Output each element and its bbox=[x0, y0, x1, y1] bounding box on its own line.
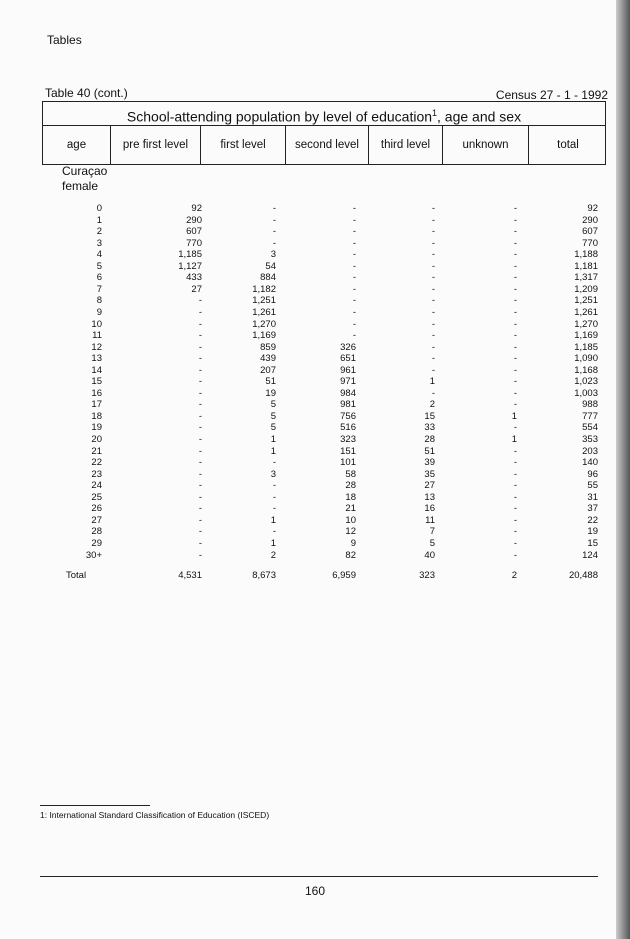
cell-unknown: - bbox=[513, 214, 517, 226]
cell-age: 22 bbox=[91, 457, 102, 469]
cell-unknown: - bbox=[513, 491, 517, 503]
cell-first-level: 5 bbox=[270, 410, 276, 422]
cell-total: 96 bbox=[587, 468, 598, 480]
cell-pre-first-level: - bbox=[198, 353, 202, 365]
cell-first-level: - bbox=[272, 203, 276, 214]
cell-second-level: 12 bbox=[345, 526, 356, 538]
column-header-total: total bbox=[557, 139, 579, 151]
cell-pre-first-level: 92 bbox=[191, 203, 202, 214]
cell-first-level: - bbox=[272, 491, 276, 503]
cell-first-level: 1,182 bbox=[252, 283, 276, 295]
cell-total: 290 bbox=[582, 214, 598, 226]
cell-second-level: - bbox=[352, 237, 356, 249]
cell-age: 6 bbox=[96, 272, 102, 284]
cell-unknown: - bbox=[513, 537, 517, 549]
cell-first-level: 859 bbox=[260, 341, 276, 353]
cell-total: 554 bbox=[582, 422, 598, 434]
cell-total: 1,090 bbox=[574, 353, 598, 365]
cell-first-level: 19 bbox=[265, 387, 276, 399]
cell-first-level: - bbox=[272, 480, 276, 492]
cell-second-level: 516 bbox=[340, 422, 356, 434]
cell-age: 23 bbox=[91, 468, 102, 480]
cell-first-level: - bbox=[272, 214, 276, 226]
cell-second-level: - bbox=[352, 260, 356, 272]
cell-first-level: 54 bbox=[265, 260, 276, 272]
cell-unknown: - bbox=[513, 480, 517, 492]
cell-third-level: - bbox=[431, 330, 435, 342]
cell-third-level: - bbox=[431, 318, 435, 330]
cell-third-level: - bbox=[431, 364, 435, 376]
cell-pre-first-level: 27 bbox=[191, 283, 202, 295]
cell-second-level: - bbox=[352, 330, 356, 342]
cell-total: 55 bbox=[587, 480, 598, 492]
cell-total: 1,169 bbox=[574, 330, 598, 342]
cell-age: 30+ bbox=[85, 549, 102, 561]
cell-unknown: - bbox=[513, 341, 517, 353]
cell-total: 37 bbox=[587, 503, 598, 515]
cell-total: 1,168 bbox=[574, 364, 598, 376]
cell-second-level: - bbox=[352, 295, 356, 307]
cell-total: 1,003 bbox=[574, 387, 598, 399]
cell-total: 770 bbox=[582, 237, 598, 249]
cell-unknown: - bbox=[513, 295, 517, 307]
cell-second-level: 984 bbox=[340, 387, 356, 399]
cell-unknown: - bbox=[513, 226, 517, 238]
cell-second-level: 151 bbox=[340, 445, 356, 457]
cell-pre-first-level: - bbox=[198, 445, 202, 457]
cell-age: 29 bbox=[91, 537, 102, 549]
cell-age: 12 bbox=[91, 341, 102, 353]
cell-total: 31 bbox=[587, 491, 598, 503]
cell-age: 17 bbox=[91, 399, 102, 411]
cell-third-level: - bbox=[431, 260, 435, 272]
cell-third-level: - bbox=[431, 387, 435, 399]
cell-total: 353 bbox=[582, 434, 598, 445]
cell-first-level: 207 bbox=[260, 364, 276, 376]
cell-second-level: 10 bbox=[345, 514, 356, 526]
cell-second-level: - bbox=[352, 272, 356, 284]
cell-total: 203 bbox=[582, 445, 598, 457]
cell-total: 1,185 bbox=[574, 341, 598, 353]
cell-pre-first-level: - bbox=[198, 480, 202, 492]
cell-pre-first-level: - bbox=[198, 376, 202, 388]
cell-age: 27 bbox=[91, 514, 102, 526]
cell-unknown: - bbox=[513, 283, 517, 295]
cell-third-level: 40 bbox=[424, 549, 435, 561]
title-text: School-attending population by level of education bbox=[126, 108, 433, 125]
total-cell-first-level: 8,673 bbox=[252, 570, 276, 581]
region-label bbox=[62, 164, 107, 194]
cell-total: 92 bbox=[587, 203, 598, 214]
cell-age: 20 bbox=[91, 434, 102, 445]
cell-unknown: - bbox=[513, 260, 517, 272]
cell-third-level: 27 bbox=[424, 480, 435, 492]
cell-third-level: - bbox=[431, 283, 435, 295]
cell-third-level: 2 bbox=[429, 399, 435, 411]
cell-total: 19 bbox=[587, 526, 598, 538]
cell-unknown: - bbox=[513, 249, 517, 261]
column-header-third-level: third level bbox=[369, 125, 443, 165]
column-header-first-level: first level bbox=[201, 125, 286, 165]
cell-first-level: 1 bbox=[270, 537, 276, 549]
census-date: Census 27 - 1 - 1992 bbox=[495, 88, 608, 102]
cell-total: 1,270 bbox=[574, 318, 598, 330]
cell-second-level: 651 bbox=[340, 353, 356, 365]
cell-total: 140 bbox=[582, 457, 598, 469]
cell-pre-first-level: - bbox=[198, 503, 202, 515]
cell-total: 1,023 bbox=[574, 376, 598, 388]
table-number: Table 40 (cont.) bbox=[45, 86, 128, 100]
cell-third-level: 33 bbox=[424, 422, 435, 434]
cell-second-level: 21 bbox=[345, 503, 356, 515]
cell-third-level: - bbox=[431, 272, 435, 284]
cell-age: 25 bbox=[91, 491, 102, 503]
cell-age: 21 bbox=[91, 445, 102, 457]
cell-second-level: 9 bbox=[350, 537, 356, 549]
total-cell-age: Total bbox=[66, 570, 87, 581]
column-header-pre-first-level: pre first level bbox=[111, 125, 201, 165]
sex-label: female bbox=[62, 179, 99, 193]
cell-unknown: - bbox=[513, 445, 517, 457]
page-number: 160 bbox=[305, 884, 326, 898]
cell-age: 19 bbox=[91, 422, 102, 434]
column-header-second-level: second level bbox=[286, 125, 369, 165]
cell-total: 1,209 bbox=[574, 283, 598, 295]
cell-total: 1,317 bbox=[574, 272, 598, 284]
cell-total: 607 bbox=[582, 226, 598, 238]
page-edge-shadow bbox=[616, 0, 630, 939]
cell-total: 124 bbox=[582, 549, 598, 561]
cell-third-level: - bbox=[431, 295, 435, 307]
cell-pre-first-level: - bbox=[198, 457, 202, 469]
cell-unknown: 1 bbox=[511, 434, 517, 445]
cell-third-level: - bbox=[431, 249, 435, 261]
cell-pre-first-level: - bbox=[198, 318, 202, 330]
cell-first-level: 1,270 bbox=[252, 318, 276, 330]
cell-second-level: 756 bbox=[340, 410, 356, 422]
cell-second-level: 323 bbox=[340, 434, 356, 445]
running-head: Tables bbox=[47, 33, 82, 47]
cell-first-level: 1 bbox=[270, 445, 276, 457]
cell-third-level: - bbox=[431, 306, 435, 318]
cell-pre-first-level: - bbox=[198, 364, 202, 376]
cell-total: 22 bbox=[587, 514, 598, 526]
cell-unknown: - bbox=[513, 376, 517, 388]
cell-age: 28 bbox=[91, 526, 102, 538]
cell-age: 18 bbox=[91, 410, 102, 422]
cell-pre-first-level: 770 bbox=[186, 237, 202, 249]
title-footnote-mark: 1 bbox=[432, 108, 438, 118]
cell-age: 9 bbox=[96, 306, 102, 318]
cell-first-level: 3 bbox=[270, 249, 276, 261]
cell-unknown: - bbox=[513, 318, 517, 330]
cell-second-level: 18 bbox=[345, 491, 356, 503]
cell-pre-first-level: - bbox=[198, 468, 202, 480]
total-cell-pre-first-level: 4,531 bbox=[178, 570, 202, 581]
footnote-rule bbox=[40, 805, 150, 806]
cell-third-level: 11 bbox=[425, 514, 435, 526]
cell-second-level: - bbox=[352, 249, 356, 261]
cell-first-level: 884 bbox=[260, 272, 276, 284]
cell-pre-first-level: - bbox=[198, 526, 202, 538]
cell-total: 1,181 bbox=[574, 260, 598, 272]
cell-third-level: 35 bbox=[424, 468, 435, 480]
cell-age: 5 bbox=[96, 260, 102, 272]
cell-second-level: - bbox=[352, 226, 356, 238]
cell-first-level: 3 bbox=[270, 468, 276, 480]
cell-third-level: - bbox=[431, 226, 435, 238]
cell-third-level: 16 bbox=[424, 503, 435, 515]
cell-first-level: 1,251 bbox=[252, 295, 276, 307]
cell-unknown: - bbox=[513, 549, 517, 561]
cell-second-level: 326 bbox=[340, 341, 356, 353]
cell-first-level: - bbox=[272, 457, 276, 469]
cell-third-level: 51 bbox=[424, 445, 435, 457]
table-header-box bbox=[42, 101, 606, 165]
cell-total: 1,251 bbox=[574, 295, 598, 307]
cell-unknown: - bbox=[513, 457, 517, 469]
total-cell-total: 20,488 bbox=[568, 570, 598, 581]
cell-pre-first-level: - bbox=[198, 491, 202, 503]
table-title bbox=[43, 102, 605, 126]
cell-first-level: - bbox=[272, 237, 276, 249]
cell-pre-first-level: - bbox=[198, 549, 202, 561]
cell-unknown: - bbox=[513, 526, 517, 538]
cell-age: 8 bbox=[96, 295, 102, 307]
cell-pre-first-level: 1,127 bbox=[178, 260, 202, 272]
cell-total: 777 bbox=[582, 410, 598, 422]
cell-pre-first-level: - bbox=[198, 514, 202, 526]
cell-third-level: - bbox=[431, 214, 435, 226]
cell-age: 4 bbox=[96, 249, 102, 261]
cell-first-level: 1 bbox=[270, 514, 276, 526]
cell-age: 24 bbox=[91, 480, 102, 492]
cell-second-level: 28 bbox=[345, 480, 356, 492]
cell-unknown: - bbox=[513, 306, 517, 318]
cell-second-level: 101 bbox=[340, 457, 356, 469]
cell-first-level: 1,169 bbox=[252, 330, 276, 342]
cell-pre-first-level: - bbox=[198, 330, 202, 342]
cell-third-level: 1 bbox=[429, 376, 435, 388]
cell-third-level: 5 bbox=[429, 537, 435, 549]
cell-third-level: 7 bbox=[429, 526, 435, 538]
cell-total: 15 bbox=[587, 537, 598, 549]
cell-second-level: - bbox=[352, 318, 356, 330]
cell-total: 1,188 bbox=[574, 249, 598, 261]
cell-pre-first-level: - bbox=[198, 434, 202, 445]
cell-pre-first-level: - bbox=[198, 341, 202, 353]
column-header-unknown: unknown bbox=[443, 125, 529, 165]
cell-first-level: 1 bbox=[270, 434, 276, 445]
cell-unknown: - bbox=[513, 203, 517, 214]
cell-age: 10 bbox=[91, 318, 102, 330]
cell-first-level: - bbox=[272, 503, 276, 515]
cell-second-level: 971 bbox=[340, 376, 356, 388]
cell-pre-first-level: - bbox=[198, 410, 202, 422]
cell-unknown: - bbox=[513, 468, 517, 480]
cell-pre-first-level: - bbox=[198, 422, 202, 434]
cell-unknown: - bbox=[513, 422, 517, 434]
cell-pre-first-level: 607 bbox=[186, 226, 202, 238]
cell-pre-first-level: - bbox=[198, 387, 202, 399]
cell-total: 1,261 bbox=[574, 306, 598, 318]
cell-second-level: - bbox=[352, 214, 356, 226]
cell-third-level: 39 bbox=[424, 457, 435, 469]
bottom-rule bbox=[40, 876, 598, 877]
cell-age: 1 bbox=[96, 214, 102, 226]
cell-unknown: - bbox=[513, 399, 517, 411]
cell-age: 13 bbox=[91, 353, 102, 365]
cell-second-level: - bbox=[352, 306, 356, 318]
cell-first-level: 1,261 bbox=[252, 306, 276, 318]
cell-unknown: - bbox=[513, 237, 517, 249]
cell-age: 15 bbox=[91, 376, 102, 388]
total-cell-third-level: 323 bbox=[419, 570, 435, 581]
cell-unknown: - bbox=[513, 514, 517, 526]
cell-unknown: 1 bbox=[511, 410, 517, 422]
cell-second-level: 961 bbox=[340, 364, 356, 376]
cell-second-level: - bbox=[352, 203, 356, 214]
cell-pre-first-level: - bbox=[198, 306, 202, 318]
cell-pre-first-level: - bbox=[198, 399, 202, 411]
cell-pre-first-level: - bbox=[198, 537, 202, 549]
cell-pre-first-level: 290 bbox=[186, 214, 202, 226]
cell-age: 2 bbox=[96, 226, 102, 238]
cell-first-level: 51 bbox=[265, 376, 276, 388]
cell-pre-first-level: 1,185 bbox=[178, 249, 202, 261]
region-name: Curaçao bbox=[62, 164, 108, 178]
title-tail: , age and sex bbox=[437, 108, 522, 125]
column-header-age: age bbox=[43, 125, 111, 165]
cell-third-level: 28 bbox=[424, 434, 435, 445]
cell-third-level: 13 bbox=[424, 491, 435, 503]
cell-unknown: - bbox=[513, 330, 517, 342]
cell-age: 7 bbox=[96, 283, 102, 295]
total-cell-unknown: 2 bbox=[511, 570, 517, 581]
cell-age: 14 bbox=[91, 364, 102, 376]
footnote: 1: International Standard Classification of Education (ISCED) bbox=[40, 810, 270, 820]
cell-first-level: 2 bbox=[270, 549, 276, 561]
cell-pre-first-level: - bbox=[198, 295, 202, 307]
cell-unknown: - bbox=[513, 387, 517, 399]
cell-third-level: - bbox=[431, 353, 435, 365]
cell-first-level: 439 bbox=[260, 353, 276, 365]
cell-age: 3 bbox=[96, 237, 102, 249]
cell-unknown: - bbox=[513, 503, 517, 515]
cell-second-level: 981 bbox=[340, 399, 356, 411]
cell-unknown: - bbox=[513, 272, 517, 284]
cell-second-level: - bbox=[352, 283, 356, 295]
cell-first-level: 5 bbox=[270, 422, 276, 434]
cell-third-level: 15 bbox=[424, 410, 435, 422]
cell-pre-first-level: 433 bbox=[186, 272, 202, 284]
total-cell-second-level: 6,959 bbox=[332, 570, 356, 581]
cell-age: 11 bbox=[92, 330, 102, 342]
cell-first-level: - bbox=[272, 226, 276, 238]
cell-total: 988 bbox=[582, 399, 598, 411]
cell-age: 0 bbox=[96, 203, 102, 214]
cell-third-level: - bbox=[431, 341, 435, 353]
cell-first-level: - bbox=[272, 526, 276, 538]
cell-age: 16 bbox=[91, 387, 102, 399]
cell-second-level: 82 bbox=[345, 549, 356, 561]
cell-third-level: - bbox=[431, 203, 435, 214]
cell-first-level: 5 bbox=[270, 399, 276, 411]
cell-third-level: - bbox=[431, 237, 435, 249]
cell-unknown: - bbox=[513, 353, 517, 365]
cell-age: 26 bbox=[91, 503, 102, 515]
cell-unknown: - bbox=[513, 364, 517, 376]
cell-second-level: 58 bbox=[345, 468, 356, 480]
